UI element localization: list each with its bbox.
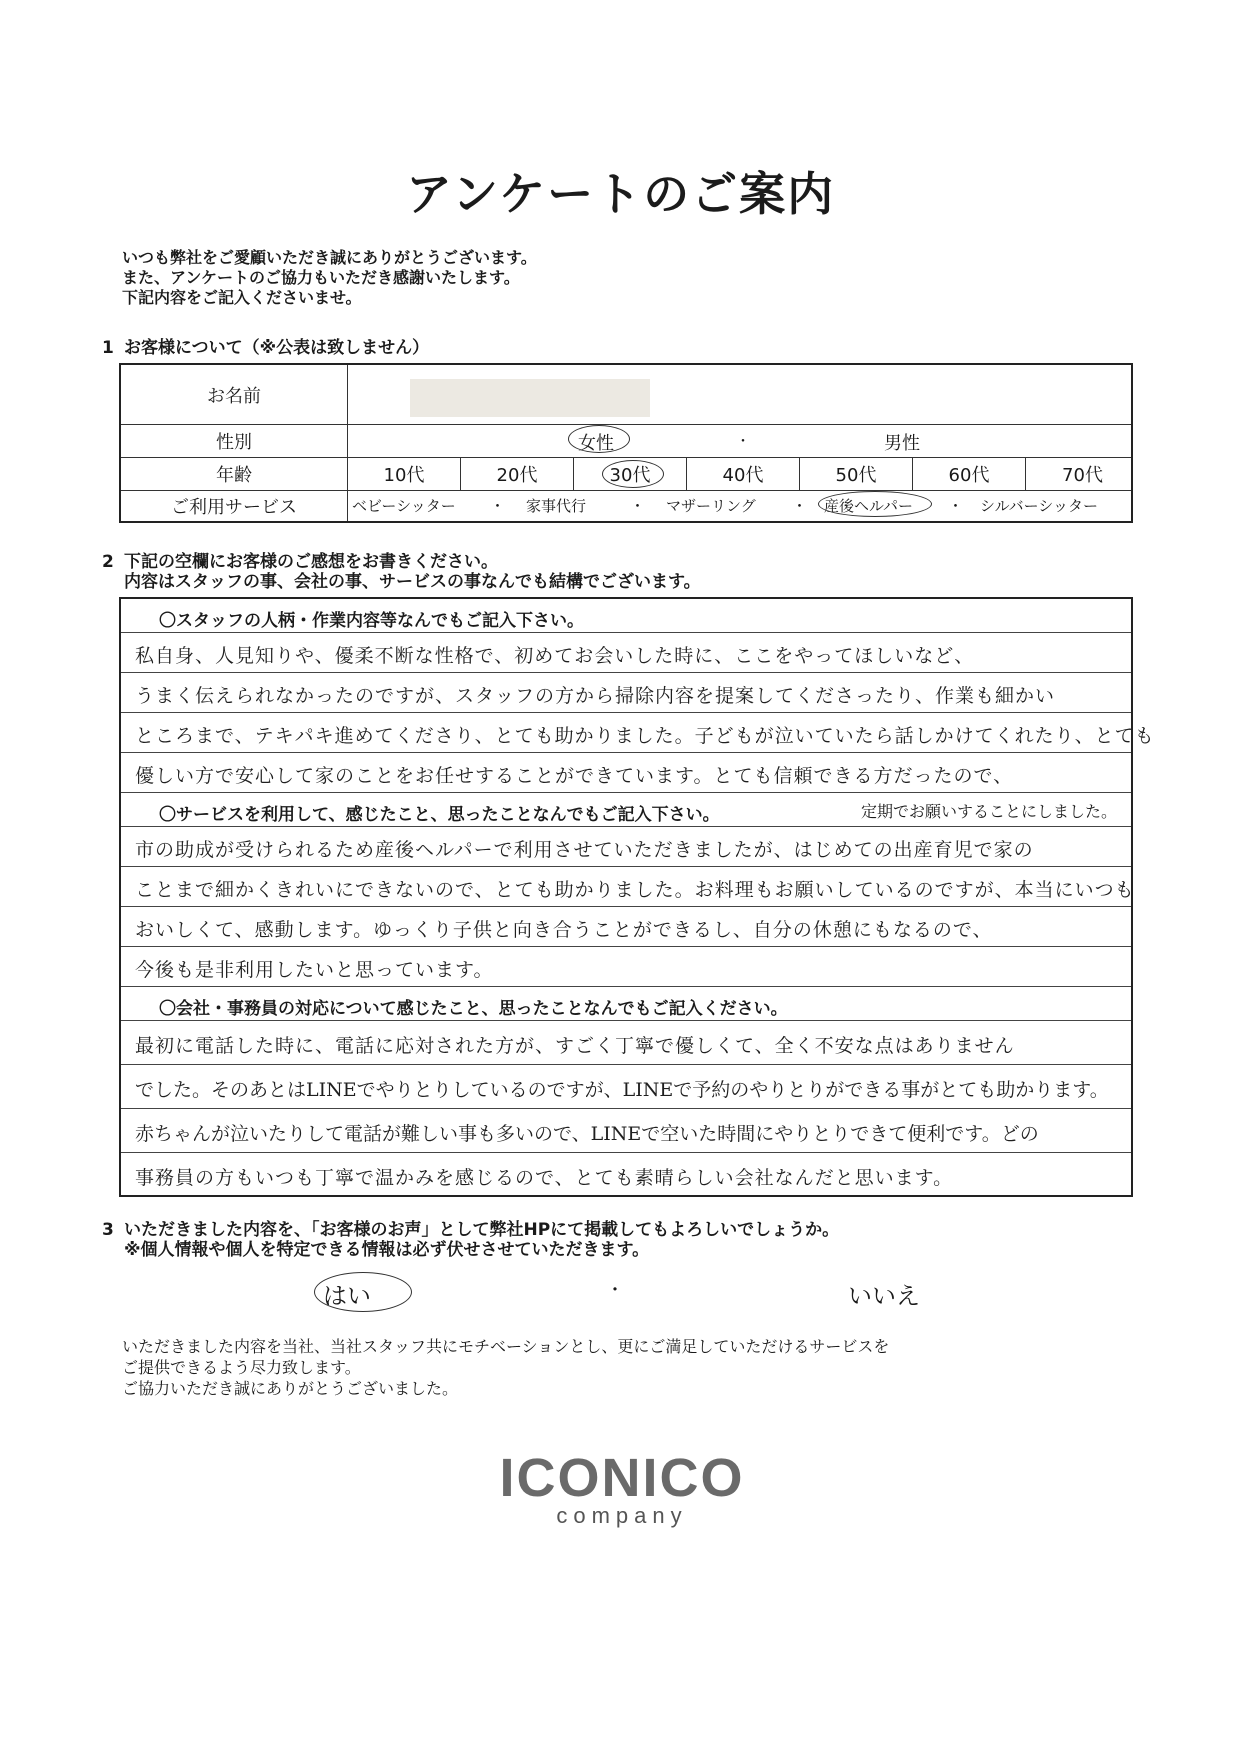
service-option: 家事代行: [526, 497, 587, 515]
service-option: マザーリング: [666, 497, 756, 515]
age-option: 10代: [348, 458, 461, 490]
feedback-box: [119, 597, 1155, 1197]
answer-no: いいえ: [848, 1282, 920, 1310]
intro-line: また、アンケートのご協力もいただき感謝いたします。: [122, 268, 520, 287]
answer-line: でした。そのあとはLINEでやりとりしているのですが、LINEで予約のやりとりができる事がとても助かります。: [135, 1079, 1109, 1101]
separator: ・: [630, 497, 646, 515]
age-option: 20代: [461, 458, 574, 490]
answer-yes: はい: [323, 1282, 371, 1310]
separator: ・: [736, 434, 750, 450]
age-option: 60代: [913, 458, 1026, 490]
redacted-name: [410, 379, 650, 417]
age-label: 年齢: [121, 458, 348, 490]
question-row: [121, 793, 1131, 827]
section2-heading: 2 下記の空欄にお客様のご感想をお書きください。 内容はスタッフの事、会社の事、サービスの事なんでも結構でございます。: [102, 552, 701, 592]
selection-circle: [568, 425, 630, 453]
age-option: 70代: [1062, 465, 1103, 486]
age-field: [348, 458, 1131, 490]
section1-heading: 1 お客様について（※公表は致しません）: [102, 338, 430, 358]
name-label: お名前: [121, 365, 348, 424]
name-field: [348, 365, 1131, 424]
question-staff: 〇スタッフの人柄・作業内容等なんでもご記入下さい。: [159, 611, 584, 631]
answer-line: 市の助成が受けられるため産後ヘルパーで利用させていただきましたが、はじめての出産育児で家の: [135, 839, 1034, 861]
answer-line: 定期でお願いすることにしました。: [860, 802, 1117, 821]
closing-line: いただきました内容を当社、当社スタッフ共にモチベーションとし、更にご満足していただけるサービスを: [122, 1337, 890, 1356]
company-logo: [452, 1447, 792, 1529]
age-option: 50代: [800, 458, 913, 490]
separator: ・: [606, 1280, 624, 1301]
selection-circle: [314, 1272, 412, 1312]
separator: ・: [792, 497, 808, 515]
answer-line: うまく伝えられなかったのですが、スタッフの方から掃除内容を提案してくださったり、作業も細かい: [135, 685, 1056, 707]
section3-number: 3: [102, 1220, 114, 1240]
customer-info-table: [119, 363, 1133, 523]
question-row: [121, 599, 1131, 633]
selection-circle: [602, 460, 664, 488]
service-option: ベビーシッター: [352, 497, 456, 515]
answer-line: 優しい方で安心して家のことをお任せすることができています。とても信頼できる方だったので、: [135, 765, 1014, 787]
closing-line: ご協力いただき誠にありがとうございました。: [122, 1379, 459, 1398]
section2-number: 2: [102, 552, 114, 572]
closing-text: [122, 1336, 889, 1399]
logo-wordmark: ICONICO: [499, 1448, 745, 1508]
age-option: 40代: [687, 458, 800, 490]
answer-line: 事務員の方もいつも丁寧で温かみを感じるので、とても素晴らしい会社なんだと思います。: [135, 1167, 954, 1189]
section1-number: 1: [102, 338, 114, 358]
service-option-selected: 産後ヘルパー: [824, 497, 913, 515]
logo-subtitle: company: [556, 1503, 688, 1528]
gender-row: [121, 425, 1131, 458]
intro-text: [122, 248, 537, 308]
gender-female: 女性: [578, 433, 614, 454]
answer-line: 赤ちゃんが泣いたりして電話が難しい事も多いので、LINEで空いた時間にやりとりできて便利です。どの: [135, 1123, 1039, 1145]
answer-line: 私自身、人見知りや、優柔不断な性格で、初めてお会いした時に、ここをやってほしいなど、: [135, 645, 975, 667]
service-row: [121, 491, 1131, 521]
gender-male: 男性: [884, 433, 920, 454]
answer-line: おいしくて、感動します。ゆっくり子供と向き合うことができるし、自分の休憩にもなるので、: [135, 919, 993, 941]
question-service: 〇サービスを利用して、感じたこと、思ったことなんでもご記入下さい。: [159, 805, 720, 825]
selection-circle: [818, 491, 932, 517]
intro-line: いつも弊社をご愛顧いただき誠にありがとうございます。: [122, 248, 537, 267]
answer-line: ことまで細かくきれいにできないので、とても助かりました。お料理もお願いしているのですが、本当にいつも: [135, 879, 1135, 901]
closing-line: ご提供できるよう尽力致します。: [122, 1358, 361, 1377]
section3-heading: 3 いただきました内容を、「お客様のお声」として弊社HPにて掲載してもよろしいでしょうか。 ※個人情報や個人を特定できる情報は必ず伏せさせていただきます。: [102, 1220, 840, 1260]
service-field: [348, 491, 1131, 521]
gender-label: 性別: [121, 425, 348, 457]
service-label: ご利用サービス: [121, 491, 348, 521]
age-row: [121, 458, 1131, 491]
question-row: [121, 987, 1131, 1021]
answer-line: 最初に電話した時に、電話に応対された方が、すごく丁寧で優しくて、全く不安な点はありません: [135, 1035, 1015, 1057]
age-option-selected: 30代: [574, 458, 687, 490]
separator: ・: [490, 497, 506, 515]
page-title: アンケートのご案内: [405, 167, 836, 221]
service-option: シルバーシッター: [980, 497, 1098, 515]
answer-line: ところまで、テキパキ進めてくださり、とても助かりました。子どもが泣いていたら話しかけてくれたり、とても: [135, 725, 1155, 747]
answer-line: 今後も是非利用したいと思っています。: [135, 959, 494, 981]
question-office: 〇会社・事務員の対応について感じたこと、思ったことなんでもご記入ください。: [159, 999, 788, 1019]
gender-field: [348, 425, 1131, 457]
name-row: [121, 365, 1131, 425]
separator: ・: [948, 497, 964, 515]
intro-line: 下記内容をご記入くださいませ。: [122, 288, 362, 307]
